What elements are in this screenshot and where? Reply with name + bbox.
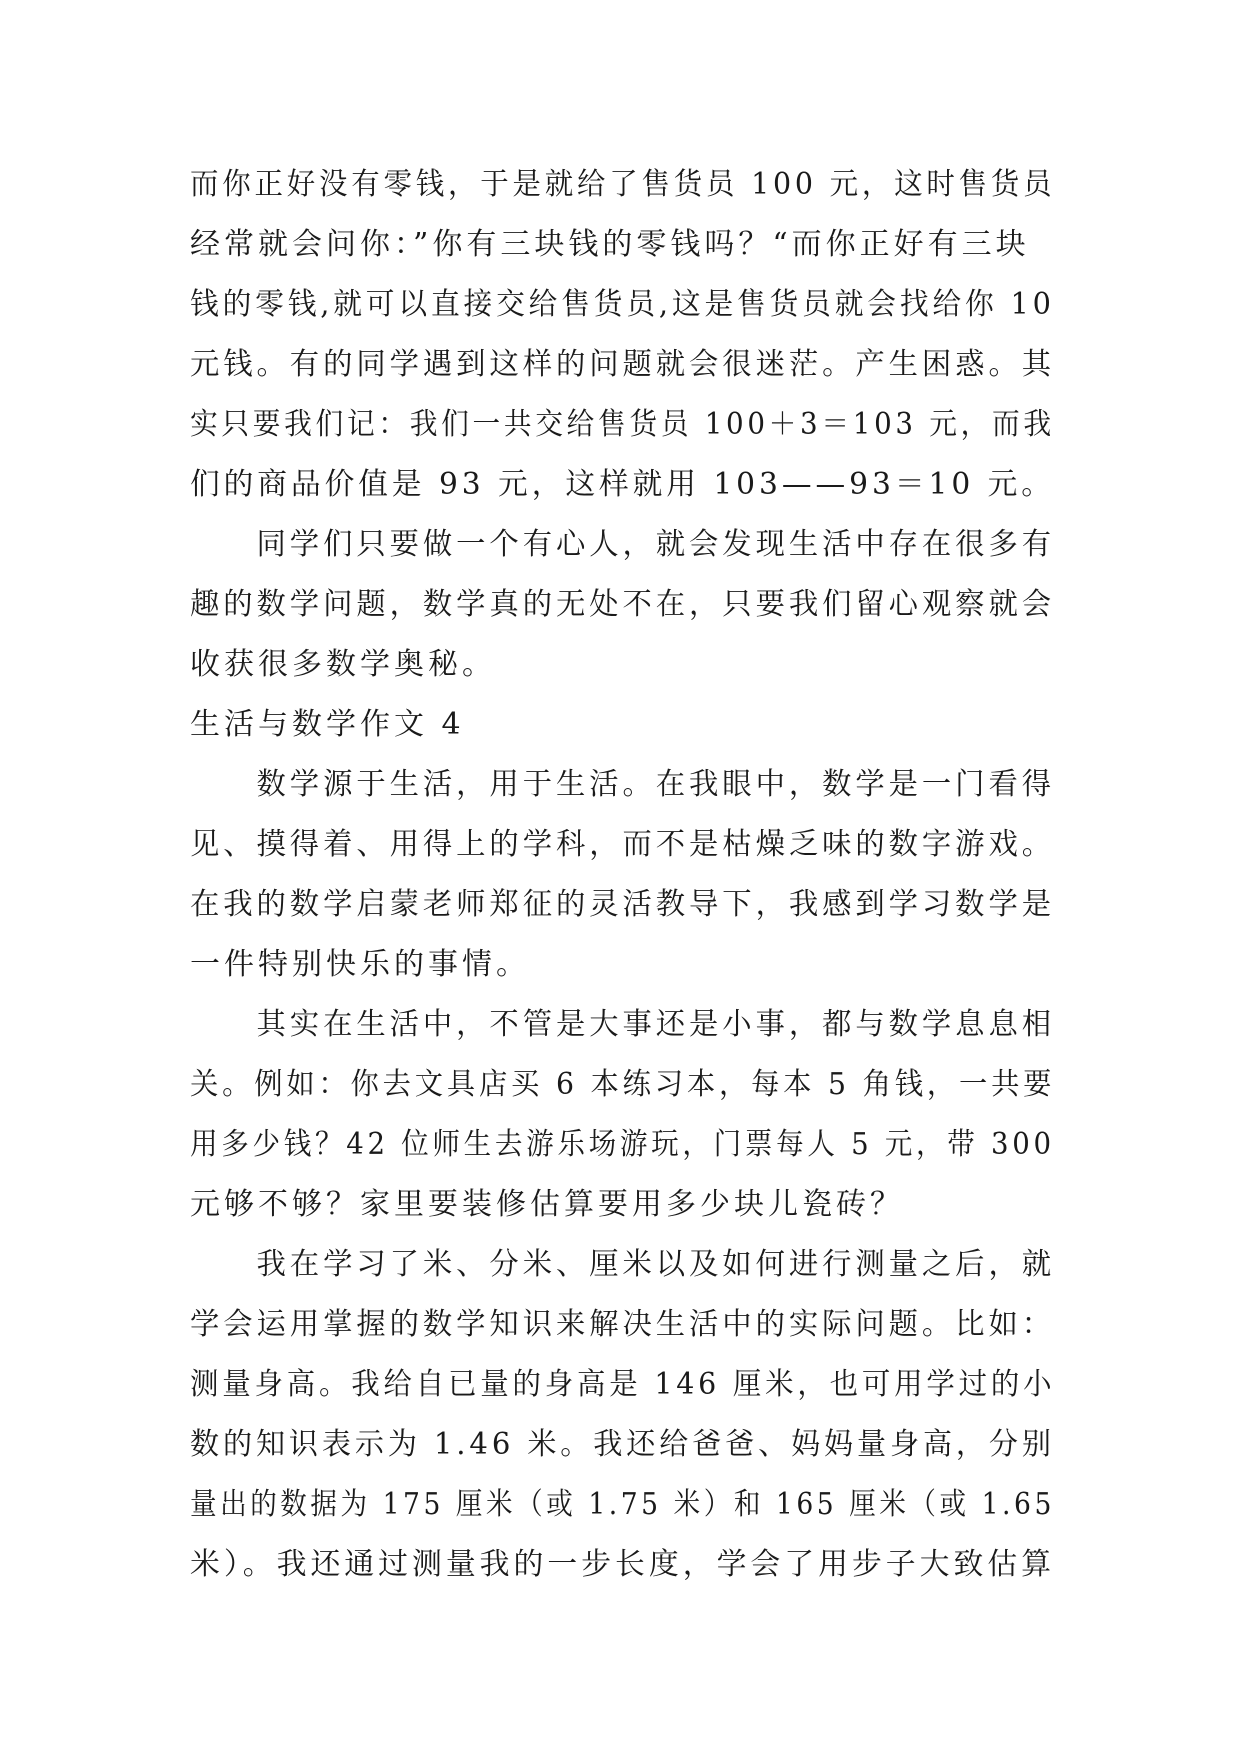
text-line: 元够不够？家里要装修估算要用多少块儿瓷砖？ (190, 1187, 904, 1222)
text-line: 学会运用掌握的数学知识来解决生活中的实际问题。比如： (190, 1307, 1055, 1342)
text-line: 元钱。有的同学遇到这样的问题就会很迷茫。产生困惑。其 (190, 347, 1055, 382)
paragraph-first-line: 同学们只要做一个有心人，就会发现生活中存在很多有 (256, 527, 1055, 562)
paragraph-first-line: 数学源于生活，用于生活。在我眼中，数学是一门看得 (256, 767, 1055, 802)
text-line: 关。例如：你去文具店买 6 本练习本，每本 5 角钱，一共要 (190, 1067, 1056, 1102)
paragraph-first-line: 我在学习了米、分米、厘米以及如何进行测量之后，就 (256, 1247, 1055, 1282)
text-line: 在我的数学启蒙老师郑征的灵活教导下，我感到学习数学是 (190, 887, 1055, 922)
section-heading: 生活与数学作文 4 (190, 707, 465, 742)
text-line: 数的知识表示为 1.46 米。我还给爸爸、妈妈量身高，分别 (190, 1427, 1055, 1462)
paragraph-first-line: 其实在生活中，不管是大事还是小事，都与数学息息相 (256, 1007, 1055, 1042)
text-line: 见、摸得着、用得上的学科，而不是枯燥乏味的数字游戏。 (190, 827, 1055, 862)
text-line: 量出的数据为 175 厘米（或 1.75 米）和 165 厘米（或 1.65 (190, 1487, 1055, 1522)
text-line: 而你正好没有零钱，于是就给了售货员 100 元，这时售货员 (190, 167, 1056, 202)
text-line: 米）。我还通过测量我的一步长度，学会了用步子大致估算 (190, 1547, 1056, 1582)
text-line: 收获很多数学奥秘。 (190, 647, 496, 682)
text-line: 趣的数学问题，数学真的无处不在，只要我们留心观察就会 (190, 587, 1055, 622)
text-line: 测量身高。我给自已量的身高是 146 厘米，也可用学过的小 (190, 1367, 1056, 1402)
text-line: 用多少钱？42 位师生去游乐场游玩，门票每人 5 元，带 300 (190, 1127, 1055, 1162)
text-line: 们的商品价值是 93 元，这样就用 103——93＝10 元。 (190, 467, 1055, 502)
document-page (190, 155, 1055, 1595)
text-line: 实只要我们记：我们一共交给售货员 100＋3＝103 元，而我 (190, 407, 1055, 442)
text-line: 一件特别快乐的事情。 (190, 947, 530, 982)
text-line: 经常就会问你：”你有三块钱的零钱吗？“而你正好有三块 (190, 227, 1030, 262)
text-line: 钱的零钱,就可以直接交给售货员,这是售货员就会找给你 10 (190, 287, 1055, 322)
